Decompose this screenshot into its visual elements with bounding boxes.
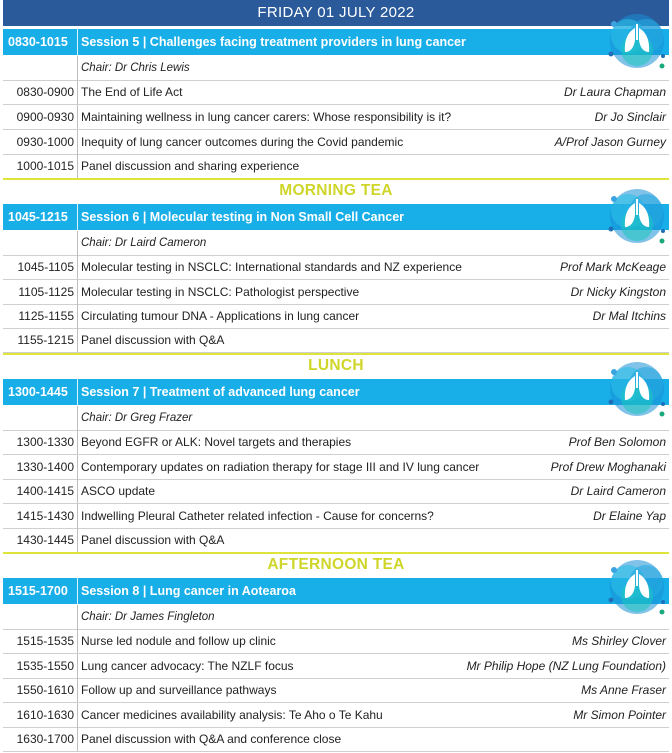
item-speaker: Mr Philip Hope (NZ Lung Foundation) bbox=[466, 659, 666, 673]
item-time: 1045-1105 bbox=[17, 260, 74, 274]
item-title: Beyond EGFR or ALK: Novel targets and therapies bbox=[81, 435, 352, 449]
item-title: Inequity of lung cancer outcomes during the Covid pandemic bbox=[81, 135, 404, 149]
chair-row bbox=[3, 231, 669, 256]
item-speaker: Ms Shirley Clover bbox=[571, 634, 666, 648]
item-title: Contemporary updates on radiation therapy for stage III and IV lung cancer bbox=[81, 460, 480, 474]
item-speaker: Dr Nicky Kingston bbox=[570, 285, 666, 299]
item-time: 1125-1155 bbox=[18, 309, 74, 323]
item-title: Panel discussion with Q&A bbox=[81, 333, 225, 347]
item-title: Nurse led nodule and follow up clinic bbox=[81, 634, 276, 648]
item-speaker: Dr Laura Chapman bbox=[563, 85, 666, 99]
item-title: Molecular testing in NSCLC: International standards and NZ experience bbox=[81, 260, 462, 274]
item-title: Panel discussion with Q&A and conference close bbox=[81, 732, 342, 746]
agenda-row bbox=[3, 678, 669, 703]
session-time: 1515-1700 bbox=[8, 584, 68, 598]
item-time: 1515-1535 bbox=[16, 634, 74, 648]
session-5-header bbox=[3, 29, 669, 55]
item-time: 1155-1215 bbox=[17, 333, 74, 347]
agenda-row bbox=[3, 430, 669, 455]
lungs-fern-logo-icon bbox=[606, 556, 668, 618]
item-speaker: Prof Ben Solomon bbox=[568, 435, 666, 449]
chair-row bbox=[3, 56, 669, 81]
item-speaker: Mr Simon Pointer bbox=[573, 708, 666, 722]
session-time: 0830-1015 bbox=[8, 35, 68, 49]
agenda-row bbox=[3, 130, 669, 155]
agenda-row bbox=[3, 328, 669, 353]
item-time: 1300-1330 bbox=[16, 435, 74, 449]
session-title: Session 7 | Treatment of advanced lung cancer bbox=[81, 385, 360, 399]
item-speaker: Prof Mark McKeage bbox=[559, 260, 666, 274]
agenda-row bbox=[3, 455, 669, 480]
session-title: Session 5 | Challenges facing treatment providers in lung cancer bbox=[81, 35, 466, 49]
agenda-row bbox=[3, 80, 669, 105]
chair-name: Chair: Dr Greg Frazer bbox=[81, 412, 193, 424]
item-time: 1535-1550 bbox=[16, 659, 74, 673]
item-title: Panel discussion with Q&A bbox=[81, 533, 225, 547]
session-7-header bbox=[3, 379, 669, 405]
agenda-row bbox=[3, 528, 669, 553]
item-time: 1430-1445 bbox=[16, 533, 74, 547]
item-time: 1400-1415 bbox=[16, 484, 74, 498]
agenda-row bbox=[3, 154, 669, 179]
lungs-fern-logo-icon bbox=[606, 358, 668, 420]
chair-row bbox=[3, 605, 669, 630]
agenda-row bbox=[3, 703, 669, 728]
day-header: FRIDAY 01 JULY 2022 bbox=[3, 0, 669, 26]
agenda-row bbox=[3, 654, 669, 679]
break-afternoon-tea: AFTERNOON TEA bbox=[3, 552, 669, 576]
session-title: Session 8 | Lung cancer in Aotearoa bbox=[81, 584, 296, 598]
agenda-row bbox=[3, 255, 669, 280]
item-title: Panel discussion and sharing experience bbox=[81, 159, 300, 173]
item-time: 1550-1610 bbox=[16, 683, 74, 697]
item-speaker: A/Prof Jason Gurney bbox=[554, 135, 666, 149]
session-time: 1300-1445 bbox=[8, 385, 68, 399]
item-time: 1330-1400 bbox=[16, 460, 74, 474]
item-time: 1610-1630 bbox=[16, 708, 74, 722]
item-title: Cancer medicines availability analysis: Te Aho o Te Kahu bbox=[81, 708, 383, 722]
chair-row bbox=[3, 406, 669, 431]
agenda-row bbox=[3, 727, 669, 752]
session-time: 1045-1215 bbox=[8, 210, 68, 224]
lungs-fern-logo-icon bbox=[606, 185, 668, 247]
chair-name: Chair: Dr James Fingleton bbox=[81, 611, 215, 623]
chair-name: Chair: Dr Laird Cameron bbox=[81, 237, 207, 249]
break-lunch: LUNCH bbox=[3, 353, 669, 377]
session-title: Session 6 | Molecular testing in Non Small Cell Cancer bbox=[81, 210, 405, 224]
item-title: Follow up and surveillance pathways bbox=[81, 683, 277, 697]
item-speaker: Prof Drew Moghanaki bbox=[550, 460, 666, 474]
item-speaker: Dr Laird Cameron bbox=[570, 484, 666, 498]
item-time: 1000-1015 bbox=[16, 159, 74, 173]
item-title: Lung cancer advocacy: The NZLF focus bbox=[81, 659, 294, 673]
session-6-header bbox=[3, 204, 669, 230]
item-speaker: Ms Anne Fraser bbox=[581, 683, 666, 697]
item-speaker: Dr Elaine Yap bbox=[593, 509, 666, 523]
item-title: ASCO update bbox=[81, 484, 156, 498]
item-time: 0830-0900 bbox=[16, 85, 74, 99]
chair-name: Chair: Dr Chris Lewis bbox=[81, 62, 190, 74]
session-8-header bbox=[3, 578, 669, 604]
agenda-row bbox=[3, 629, 669, 654]
item-title: Maintaining wellness in lung cancer carers: Whose responsibility is it? bbox=[81, 110, 452, 124]
item-title: Indwelling Pleural Catheter related infection - Cause for concerns? bbox=[81, 509, 434, 523]
agenda-row bbox=[3, 280, 669, 305]
agenda-row bbox=[3, 105, 669, 130]
item-title: The End of Life Act bbox=[81, 85, 183, 99]
agenda-row bbox=[3, 479, 669, 504]
item-speaker: Dr Mal Itchins bbox=[592, 309, 666, 323]
item-speaker: Dr Jo Sinclair bbox=[594, 110, 666, 124]
break-morning-tea: MORNING TEA bbox=[3, 178, 669, 202]
agenda-row bbox=[3, 304, 669, 329]
item-title: Circulating tumour DNA - Applications in lung cancer bbox=[81, 309, 360, 323]
item-time: 0930-1000 bbox=[16, 135, 74, 149]
item-time: 0900-0930 bbox=[16, 110, 74, 124]
item-time: 1415-1430 bbox=[16, 509, 74, 523]
item-time: 1105-1125 bbox=[18, 285, 74, 299]
agenda-row bbox=[3, 504, 669, 529]
lungs-fern-logo-icon bbox=[606, 10, 668, 72]
item-time: 1630-1700 bbox=[16, 732, 74, 746]
item-title: Molecular testing in NSCLC: Pathologist perspective bbox=[81, 285, 360, 299]
